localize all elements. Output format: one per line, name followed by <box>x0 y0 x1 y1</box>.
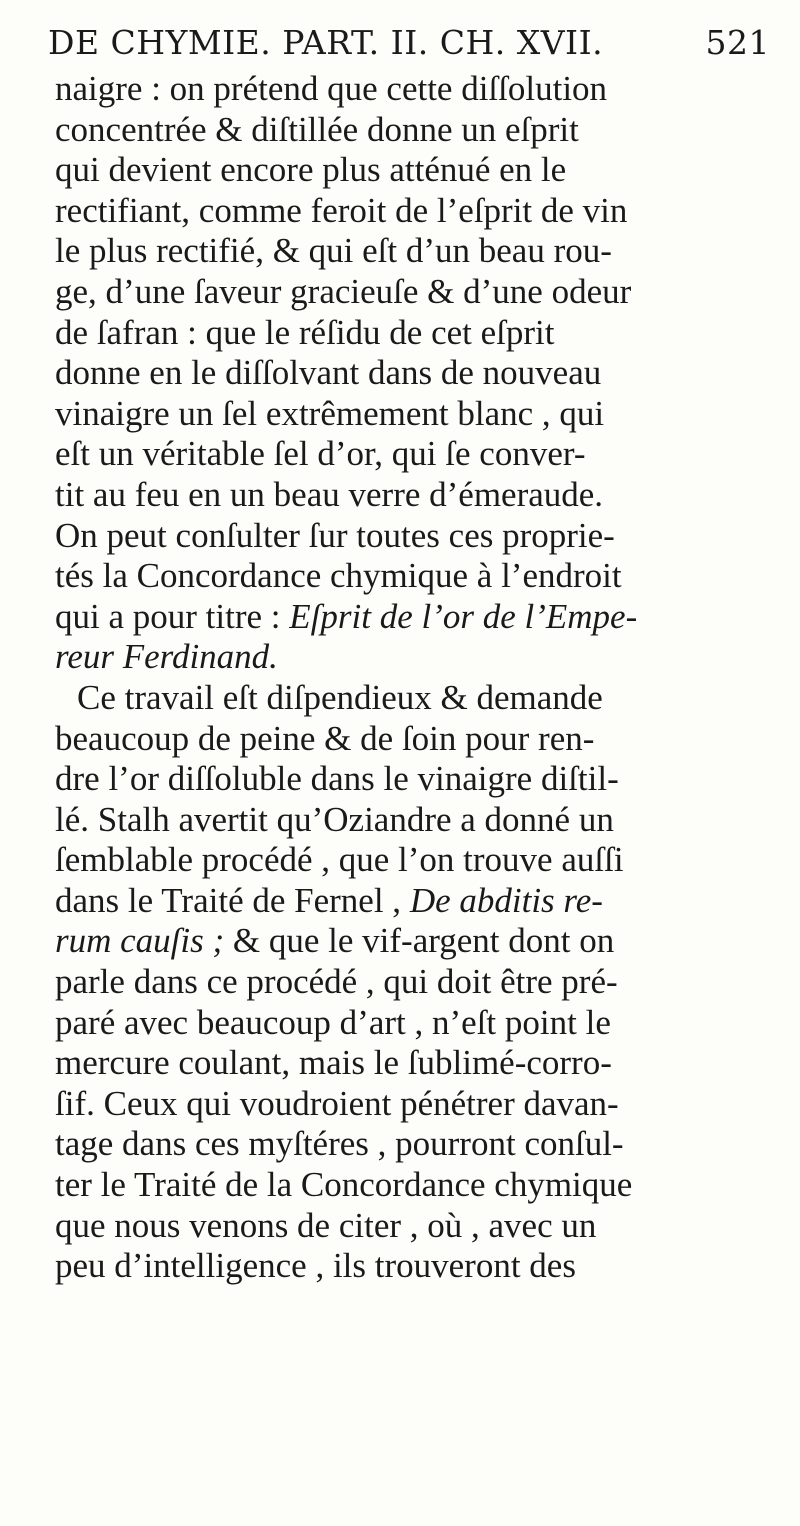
running-title: DE CHYMIE. PART. II. CH. XVII. <box>48 23 604 62</box>
text-line: mercure coulant, mais le ſublimé-corro- <box>55 1043 612 1083</box>
text-line: concentrée & diſtillée donne un eſprit <box>55 109 579 149</box>
text-line <box>55 921 770 962</box>
text-segment: & que le vif-argent dont on <box>224 921 615 961</box>
text-line: tés la Concordance chymique à l’endroit <box>55 556 622 596</box>
text-line: ſif. Ceux qui voudroient pénétrer davan- <box>55 1083 619 1123</box>
text-line: peu d’intelligence , ils trouveront des <box>55 1246 576 1286</box>
text-line: que nous venons de citer , où , avec un <box>55 1205 597 1245</box>
text-line: beaucoup de peine & de ſoin pour ren- <box>55 718 595 758</box>
text-line: tit au feu en un beau verre d’émeraude. <box>55 474 604 514</box>
page-number: 521 <box>705 23 770 62</box>
text-line: parle dans ce procédé , qui doit être pré- <box>55 962 618 1002</box>
text-line <box>55 637 770 678</box>
text-line: de ſafran : que le réſidu de cet eſprit <box>55 312 555 352</box>
text-line: rectifiant, comme feroit de l’eſprit de vin <box>55 190 628 230</box>
text-line: lé. Stalh avertit qu’Oziandre a donné un <box>55 799 614 839</box>
text-line: paré avec beaucoup d’art , n’eſt point le <box>55 1002 611 1042</box>
text-segment: dans le Traité de Fernel , <box>55 880 410 920</box>
italic-title: rum cauſis ; <box>55 921 225 961</box>
text-line: ge, d’une ſaveur gracieuſe & d’une odeur <box>55 271 632 311</box>
text-line: ſemblable procédé , que l’on trouve auſſi <box>55 840 624 880</box>
text-line: donne en le diſſolvant dans de nouveau <box>55 353 602 393</box>
text-line: qui devient encore plus atténué en le <box>55 150 567 190</box>
paragraph-first-line: Ce travail eſt diſpendieux & demande <box>77 677 603 717</box>
text-line: le plus rectifié, & qui eſt d’un beau rou- <box>55 231 612 271</box>
text-line <box>55 881 770 922</box>
text-segment: qui a pour titre : <box>55 596 290 636</box>
italic-title: Eſprit de l’or de l’Empe- <box>289 596 638 636</box>
text-line <box>55 597 770 638</box>
text-line: tage dans ces myſtéres , pourront conſul- <box>55 1124 624 1164</box>
text-line: ter le Traité de la Concordance chymique <box>55 1165 633 1205</box>
italic-title: De abditis re- <box>409 880 603 920</box>
text-line: On peut conſulter ſur toutes ces proprie- <box>55 515 615 555</box>
text-line: dre l’or diſſoluble dans le vinaigre diſtil- <box>55 759 619 799</box>
text-line: naigre : on prétend que cette diſſolution <box>55 69 608 108</box>
body-text <box>55 69 770 1287</box>
text-line: eſt un véritable ſel d’or, qui ſe conver- <box>55 434 586 474</box>
italic-title: reur Ferdinand. <box>55 637 278 677</box>
text-line: vinaigre un ſel extrêmement blanc , qui <box>55 393 605 433</box>
running-header <box>48 16 778 70</box>
